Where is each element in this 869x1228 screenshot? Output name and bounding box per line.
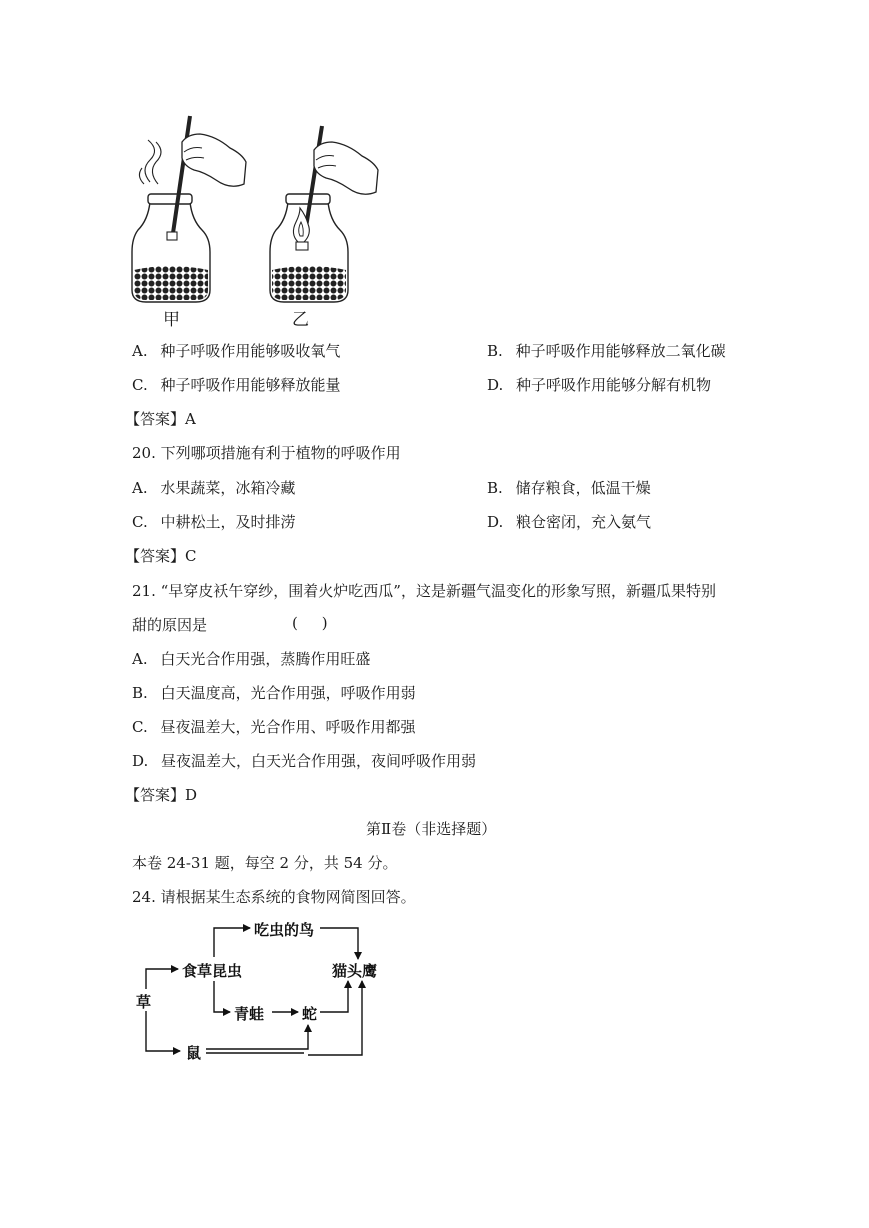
jar-jia [132, 116, 246, 302]
answer: 【答案】C [125, 547, 197, 565]
answer: 【答案】D [125, 786, 198, 804]
option-text: 种子呼吸作用能够分解有机物 [516, 376, 712, 394]
option-letter: C. [132, 376, 148, 394]
option-text: 储存粮食，低温干燥 [515, 479, 651, 497]
option-text: 昼夜温差大，光合作用、呼吸作用都强 [160, 718, 416, 736]
option-row [487, 374, 711, 395]
question-stem: 24. 请根据某生态系统的食物网简图回答。 [132, 888, 416, 906]
food-web-svg [130, 915, 390, 1065]
edge-snake-owl [320, 981, 348, 1012]
option-letter: D. [487, 376, 504, 394]
question-stem: 21. “早穿皮袄午穿纱，围着火炉吃西瓜”，这是新疆气温变化的形象写照，新疆瓜果特别 [132, 582, 716, 600]
section-note: 本卷 24-31 题，每空 2 分，共 54 分。 [132, 854, 398, 872]
option-row [132, 682, 416, 703]
edge-mouse-snake [206, 1025, 308, 1049]
option-letter: A. [132, 342, 148, 360]
answer-blank: ( ) [292, 614, 328, 632]
node-owl: 猫头鹰 [332, 962, 378, 980]
option-text: 粮仓密闭，充入氨气 [516, 513, 652, 531]
option-row [487, 511, 651, 532]
option-text: 白天光合作用强，蒸腾作用旺盛 [160, 650, 371, 668]
option-letter: C. [132, 513, 148, 531]
edge-grass-insect [146, 969, 178, 989]
food-web-diagram [130, 915, 390, 1065]
node-insect: 食草昆虫 [182, 962, 243, 980]
figure-label-jia: 甲 [163, 310, 180, 330]
option-letter: D. [487, 513, 504, 531]
edge-grass-mouse [146, 1011, 180, 1051]
node-frog: 青蛙 [234, 1005, 265, 1023]
option-row [132, 750, 476, 771]
option-text: 白天温度高，光合作用强，呼吸作用弱 [160, 684, 416, 702]
option-letter: B. [132, 684, 148, 702]
option-row [132, 716, 416, 737]
answer: 【答案】A [125, 410, 196, 428]
node-bird: 吃虫的鸟 [254, 921, 315, 939]
option-row [132, 477, 295, 498]
option-text: 昼夜温差大，白天光合作用强，夜间呼吸作用弱 [161, 752, 477, 770]
question-stem-line2 [132, 614, 328, 635]
option-letter: B. [487, 342, 503, 360]
option-row [487, 477, 651, 498]
figure-label-yi: 乙 [292, 310, 309, 330]
option-row [132, 340, 340, 361]
option-letter: D. [132, 752, 149, 770]
node-mouse: 鼠 [186, 1044, 202, 1062]
option-text: 种子呼吸作用能够释放能量 [160, 376, 341, 394]
option-row [132, 374, 341, 395]
option-letter: A. [132, 650, 148, 668]
stem-text: 甜的原因是 [132, 616, 208, 634]
node-snake: 蛇 [302, 1005, 318, 1023]
option-text: 中耕松土，及时排涝 [160, 513, 296, 531]
option-letter: C. [132, 718, 148, 736]
option-text: 种子呼吸作用能够释放二氧化碳 [515, 342, 726, 360]
option-row [132, 648, 370, 669]
seed-jar-figure [120, 112, 400, 327]
question-stem: 20. 下列哪项措施有利于植物的呼吸作用 [132, 444, 401, 462]
edge-insect-frog [214, 981, 230, 1012]
option-letter: B. [487, 479, 503, 497]
option-row [487, 340, 726, 361]
edge-bird-owl [320, 928, 358, 959]
option-text: 种子呼吸作用能够吸收氧气 [160, 342, 341, 360]
edge-insect-bird [214, 928, 250, 957]
section-title: 第Ⅱ卷（非选择题） [366, 820, 497, 838]
option-text: 水果蔬菜，冰箱冷藏 [160, 479, 296, 497]
seed-jar-illustration [120, 112, 400, 327]
jar-yi [270, 126, 378, 302]
node-grass: 草 [136, 993, 152, 1011]
option-letter: A. [132, 479, 148, 497]
option-row [132, 511, 296, 532]
